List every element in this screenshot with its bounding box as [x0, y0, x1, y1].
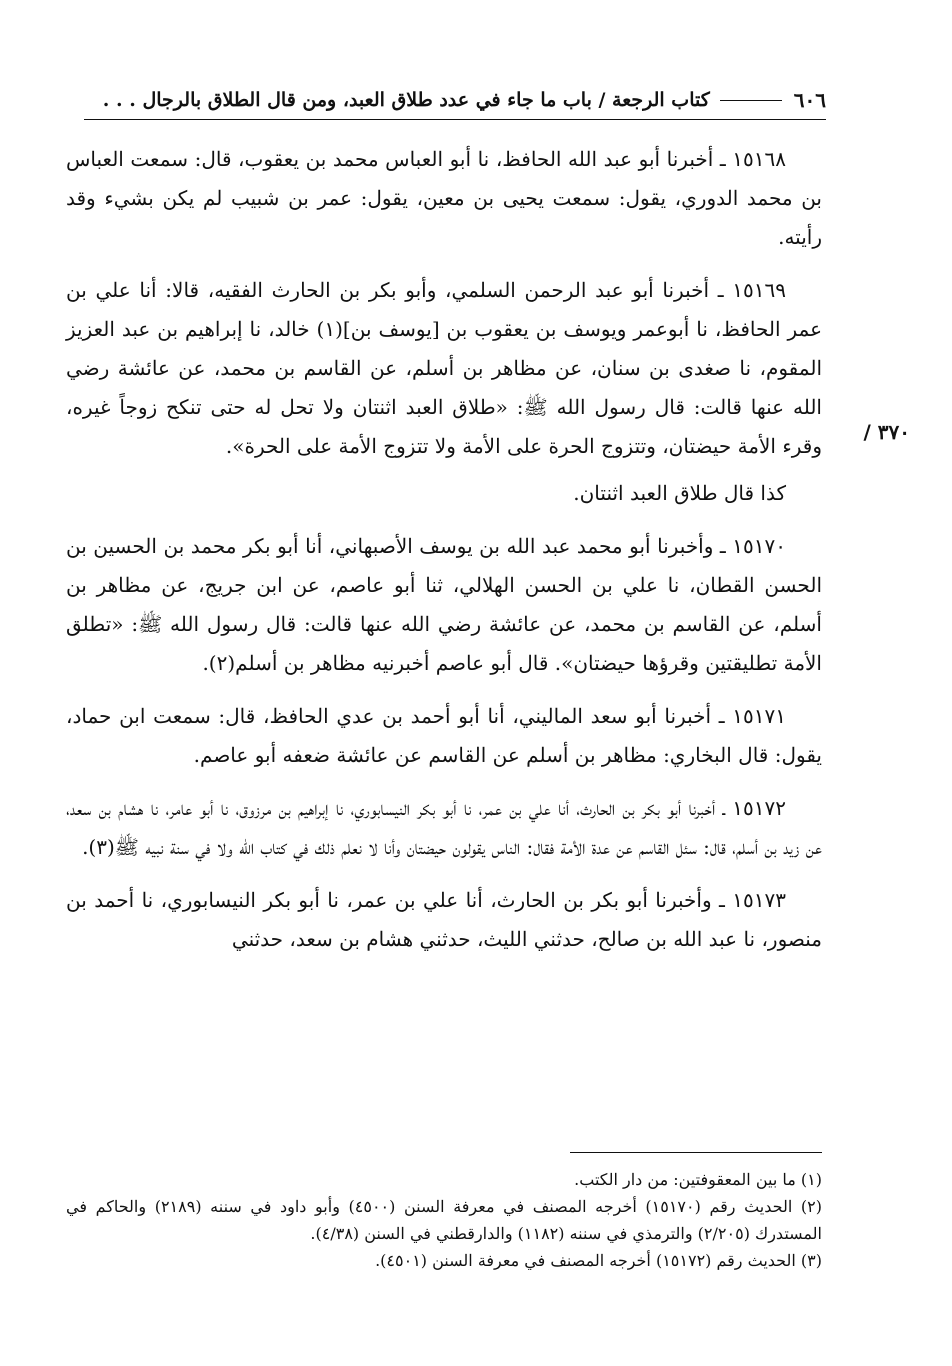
- header-rule: [84, 119, 826, 120]
- hadith-15172: ١٥١٧٢ ـ أخبرنا أبو بكر بن الحارث، أنا علي بن عمر، نا أبو بكر النيسابوري، نا إبراهيم بن مرزوق، نا أبو عامر، نا هشام بن سعد، عن زيد بن أسلم، قال: سئل القاسم عن عدة الأمة فقال: الناس يقولون حيضتان وأنا لا نعلم ذلك في كتاب الله ولا في سنة نبيه ﷺ(٣).: [66, 796, 822, 859]
- page-number: ٦٠٦: [793, 88, 826, 112]
- footnote-separator: [570, 1152, 822, 1153]
- footnote-1: (١) ما بين المعقوفتين: من دار الكتب.: [574, 1170, 822, 1189]
- hadith-15168: ١٥١٦٨ ـ أخبرنا أبو عبد الله الحافظ، نا أبو العباس محمد بن يعقوب، قال: سمعت العباس بن محمد الدوري، يقول: سمعت يحيى بن معين، يقول: عمر بن شبيب لم يكن بشيء وقد رأيته.: [66, 147, 822, 249]
- comment-line: كذا قال طلاق العبد اثنتان.: [573, 481, 786, 505]
- running-header: [84, 84, 826, 116]
- hadith-15169: ١٥١٦٩ ـ أخبرنا أبو عبد الرحمن السلمي، وأبو بكر بن الحارث الفقيه، قالا: أنا علي بن عمر الحافظ، نا أبوعمر ويوسف بن يعقوب بن [يوسف بن](١) خالد، نا إبراهيم بن عبد العزيز المقوم، نا صغدى بن سنان، عن مظاهر بن أسلم، عن القاسم بن محمد، عن عائشة رضي الله عنها قالت: قال رسول الله ﷺ: «طلاق العبد اثنتان ولا تحل له حتى تنكح زوجاً غيره، وقرء الأمة حيضتان، وتتزوج الحرة على الأمة ولا تتزوج الأمة على الحرة».: [66, 278, 822, 458]
- footnote-3: (٣) الحديث رقم (١٥١٧٢) أخرجه المصنف في معرفة السنن (٤٥٠١).: [375, 1251, 822, 1270]
- hadith-15173: ١٥١٧٣ ـ وأخبرنا أبو بكر بن الحارث، أنا علي بن عمر، نا أبو بكر النيسابوري، نا أحمد بن منصور، نا عبد الله بن صالح، حدثني الليث، حدثني هشام بن سعد، حدثني: [66, 888, 822, 951]
- hadith-15170: ١٥١٧٠ ـ وأخبرنا أبو محمد عبد الله بن يوسف الأصبهاني، أنا أبو بكر محمد بن الحسين بن الحسن القطان، نا علي بن الحسن الهلالي، ثنا أبو عاصم، عن ابن جريج، عن مظاهر بن أسلم، عن القاسم بن محمد، عن عائشة رضي الله عنها قالت: قال رسول الله ﷺ: «تطلق الأمة تطليقتين وقرؤها حيضتان». قال أبو عاصم أخبرنيه مظاهر بن أسلم(٢).: [66, 534, 822, 675]
- footnote-2: (٢) الحديث رقم (١٥١٧٠) أخرجه المصنف في معرفة السنن (٤٥٠٠) وأبو داود في سننه (٢١٨٩) والحاكم في المستدرك (٢/٢٠٥) والترمذي في سننه (١١٨٢) والدارقطني في السنن (٤/٣٨).: [66, 1197, 822, 1243]
- margin-page-reference: ٣٧٠ /: [863, 420, 910, 444]
- header-dash: [720, 100, 782, 101]
- hadith-15171: ١٥١٧١ ـ أخبرنا أبو سعد الماليني، أنا أبو أحمد بن عدي الحافظ، قال: سمعت ابن حماد، يقول: قال البخاري: مظاهر بن أسلم عن القاسم عن عائشة ضعفه أبو عاصم.: [66, 704, 822, 767]
- footnotes: [66, 1166, 822, 1274]
- main-text: [66, 140, 822, 973]
- header-title: كتاب الرجعة / باب ما جاء في عدد طلاق العبد، ومن قال الطلاق بالرجال . . .: [102, 89, 710, 111]
